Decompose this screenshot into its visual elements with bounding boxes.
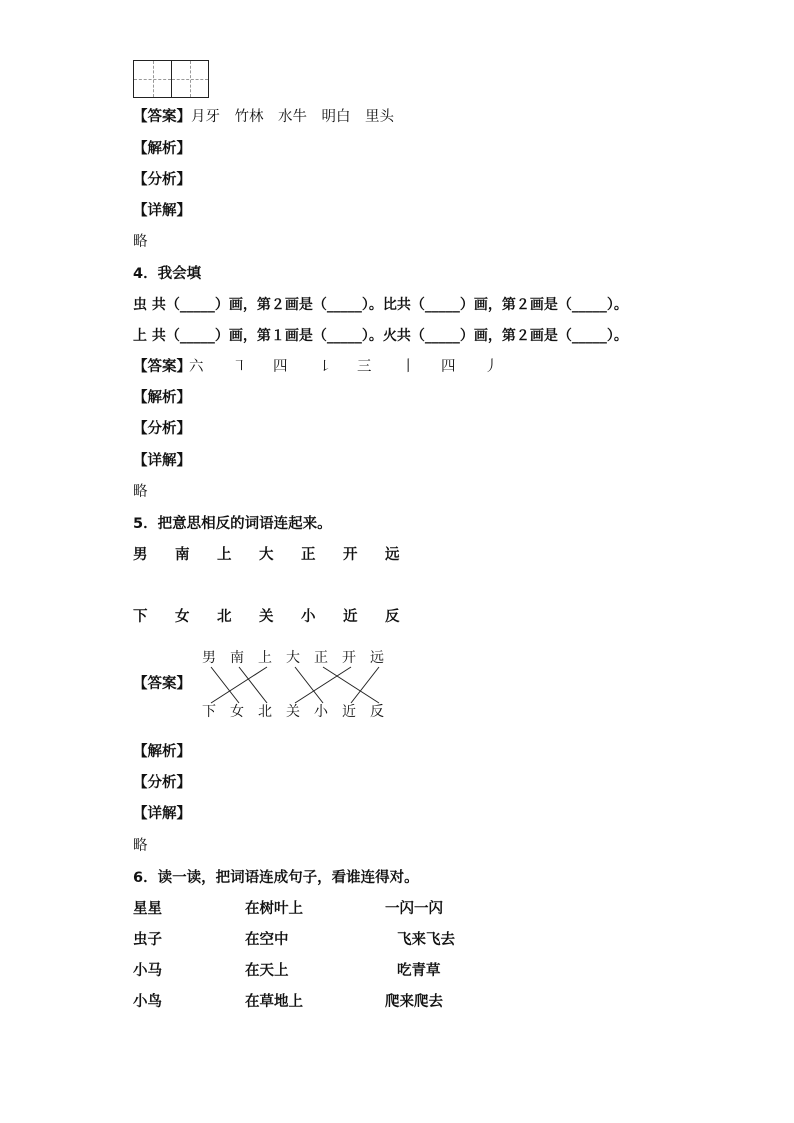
grid-cell	[171, 61, 208, 97]
q5-fenxi: 【分析】	[133, 775, 191, 791]
q5-title: 5．把意思相反的词语连起来。	[133, 516, 332, 532]
match-line	[351, 667, 379, 703]
q6-cell-b: 在树叶上	[245, 901, 303, 917]
q5-analysis: 【解析】	[133, 744, 191, 760]
q5-answer-bottom-char: 下	[202, 704, 216, 720]
q5-answer-top-char: 南	[230, 650, 244, 666]
match-line	[295, 667, 351, 703]
q6-cell-a: 小马	[133, 963, 162, 979]
q5-bottom-word: 女	[175, 609, 190, 625]
q4-answer-item: 六	[189, 359, 204, 375]
q4-answer-item: 四	[273, 359, 288, 375]
q6-cell-b: 在草地上	[245, 994, 303, 1010]
q5-answer-bottom-char: 北	[258, 704, 272, 720]
q5-bottom-word: 反	[385, 609, 400, 625]
q4-answer-item: 丨	[401, 359, 416, 375]
q6-cell-a: 小鸟	[133, 994, 162, 1010]
match-line	[323, 667, 379, 703]
q3-xiangjie: 【详解】	[133, 203, 191, 219]
q5-top-word: 男	[133, 547, 148, 563]
q6-title: 6．读一读，把词语连成句子，看谁连得对。	[133, 870, 419, 886]
q5-lue: 略	[133, 838, 148, 854]
q3-answer	[133, 108, 394, 126]
q6-cell-b: 在天上	[245, 963, 289, 979]
q5-answer-top-char: 开	[342, 650, 356, 666]
q6-cell-c: 吃青草	[397, 963, 441, 979]
q5-answer-label: 【答案】	[133, 676, 191, 692]
q5-answer-top-char: 上	[258, 650, 272, 666]
q6-cell-c: 爬来爬去	[385, 994, 443, 1010]
matching-lines	[190, 645, 400, 725]
q5-top-word: 远	[385, 547, 400, 563]
q4-answer-label: 【答案】	[133, 359, 191, 375]
q4-line1: 虫 共（_____）画，第２画是（_____）。比共（_____）画，第２画是（_____）。	[133, 297, 628, 313]
q5-answer-top-char: 正	[314, 650, 328, 666]
q5-answer-top-char: 男	[202, 650, 216, 666]
q5-top-word: 上	[217, 547, 232, 563]
match-line	[239, 667, 267, 703]
q5-top-word: 大	[259, 547, 274, 563]
q6-cell-c: 一闪一闪	[385, 901, 443, 917]
q5-bottom-word: 关	[259, 609, 274, 625]
q5-answer-bottom-char: 女	[230, 704, 244, 720]
match-line	[295, 667, 323, 703]
q4-answer-item: 丿	[484, 359, 499, 375]
q6-cell-c: 飞来飞去	[397, 932, 455, 948]
q4-lue: 略	[133, 484, 148, 500]
q5-bottom-word: 近	[343, 609, 358, 625]
q3-analysis: 【解析】	[133, 141, 191, 157]
q5-top-word: 南	[175, 547, 190, 563]
q6-cell-a: 虫子	[133, 932, 162, 948]
q6-cell-a: 星星	[133, 901, 162, 917]
q5-bottom-word: 小	[301, 609, 316, 625]
q3-fenxi: 【分析】	[133, 172, 191, 188]
q3-lue: 略	[133, 234, 148, 250]
q4-fenxi: 【分析】	[133, 421, 191, 437]
q4-answer-item: 三	[357, 359, 372, 375]
grid-cell	[134, 61, 171, 97]
q5-answer-top-char: 大	[286, 650, 300, 666]
q4-title: 4．我会填	[133, 266, 202, 282]
q6-cell-b: 在空中	[245, 932, 289, 948]
q4-answer-item: ㇕	[232, 359, 247, 375]
match-line	[211, 667, 239, 703]
tianzige-grid	[133, 60, 209, 98]
match-line	[211, 667, 267, 703]
q5-answer-bottom-char: 关	[286, 704, 300, 720]
q4-xiangjie: 【详解】	[133, 453, 191, 469]
q5-xiangjie: 【详解】	[133, 806, 191, 822]
answer-label: 【答案】	[133, 109, 191, 125]
q4-answer-item: 四	[441, 359, 456, 375]
q5-answer-top-char: 远	[370, 650, 384, 666]
q5-answer-bottom-char: 小	[314, 704, 328, 720]
q5-bottom-word: 北	[217, 609, 232, 625]
q5-top-word: 正	[301, 547, 316, 563]
q5-answer-bottom-char: 近	[342, 704, 356, 720]
q4-answer-item: ㇙	[318, 359, 333, 375]
q5-bottom-word: 下	[133, 609, 148, 625]
q5-answer-bottom-char: 反	[370, 704, 384, 720]
q4-line2: 上 共（_____）画，第１画是（_____）。火共（_____）画，第２画是（_____）。	[133, 328, 628, 344]
q4-analysis: 【解析】	[133, 390, 191, 406]
answer-text: 月牙 竹林 水牛 明白 里头	[191, 109, 394, 125]
q5-top-word: 开	[343, 547, 358, 563]
